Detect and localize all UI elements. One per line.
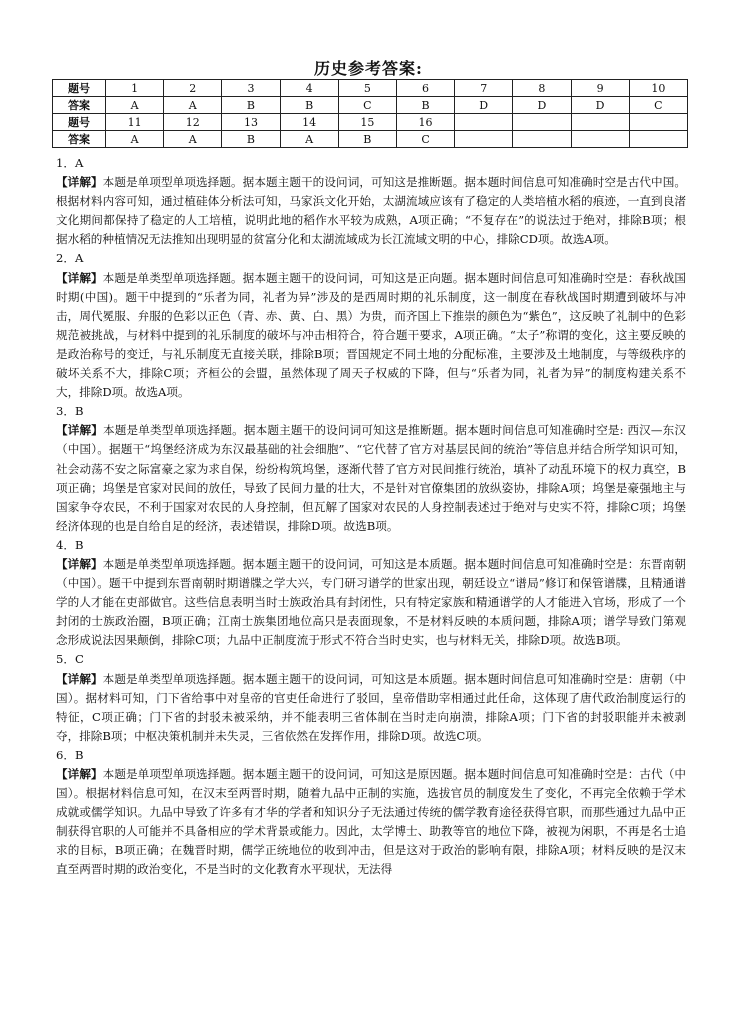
row-header-answer: 答案 [53,131,106,148]
question-number-cell: 14 [280,114,338,131]
question-number-cell: 7 [455,80,513,97]
question-number-cell: 5 [338,80,396,97]
question-answer-heading: 5．C [56,652,84,667]
explanation-text: 本题是单类型单项选择题。据本题主题干的设问词可知这是推断题。据本题时间信息可知准确时空是: 西汉—东汉（中国）。据题干“坞堡经济成为东汉最基础的社会细胞”、“它代替了官方对基层民间的统治”等信息并结合所学知识可知，社会动荡不安之际富豪之家为求自保，纷纷构筑坞堡，逐渐代替了官方对民间推行统治，填补了动乱环境下的权力真空，B项正确；坞堡是官家对民间的放任，导致了民间力量的壮大，不是针对官僚集团的放纵姿协，排除A项；坞堡是豪强地主与国家争夺农民，不利于国家对农民的人身控制，但瓦解了国家对农民的人身控制表述过于绝对与史实不符，排除C项；坞堡经济体现的也是自给自足的经济，表述错误，排除D项。故选B项。 [56,423,686,533]
answer-cell [455,131,513,148]
answer-cell [571,131,629,148]
question-number-cell: 9 [571,80,629,97]
question-answer-heading: 2．A [56,251,84,266]
answer-cell [513,131,571,148]
explanation-paragraph [56,765,686,880]
detail-tag: 【详解】 [56,556,103,571]
answer-cell: A [164,97,222,114]
explanation-text: 本题是单项型单项选择题。据本题主题干的设问词，可知这是推断题。据本题时间信息可知准确时空是古代中国。根据材料内容可知，通过植硅体分析法可知，马家浜文化开始，太湖流域应该有了稳定的人类培植水稻的痕迹，一直到良渚文化期间都保持了稳定的人工培植，说明此地的稻作水平较为成熟，A项正确；“不复存在”的说法过于绝对，排除B项；根据水稻的种植情况无法推知出现明显的贫富分化和太湖流域成为长江流域文明的中心，排除CD项。故选A项。 [56,175,686,247]
question-number-cell [455,114,513,131]
detail-tag: 【详解】 [56,767,103,781]
answer-cell: D [571,97,629,114]
answer-row [53,97,688,114]
answer-cell: D [513,97,571,114]
question-answer-heading: 1．A [56,156,84,170]
detail-tag: 【详解】 [56,423,103,438]
explanation-text: 本题是单项型单项选择题。据本题主题干的设问词，可知这是原因题。据本题时间信息可知准确时空是：古代（中国）。根据材料信息可知，在汉末至两晋时期，随着九品中正制的实施，选拔官员的制度发生了变化，不再完全依赖于学术成就或儒学知识。九品中导致了许多有才华的学者和知识分子无法通过传统的儒学教育途径获得官职，而那些通过九品中正制获得官职的人可能并不具备相应的学术背景或能力。因此，太学博士、助教等官的地位下降，被视为闲职，不再是名士追求的目标，B项正确；在魏晋时期，儒学正统地位的收到冲击，但是这对于政治的影响有限，排除A项；材料反映的是汉末直至两晋时期的政治变化，不是当时的文化教育水平现状，无法得 [56,767,686,877]
question-number-cell: 1 [106,80,164,97]
answer-cell: B [280,97,338,114]
answer-cell: C [396,131,454,148]
answer-explanation [56,402,686,536]
answer-cell: B [222,131,280,148]
answer-explanation [56,154,686,249]
question-number-cell: 8 [513,80,571,97]
detail-tag: 【详解】 [56,270,103,285]
answer-row [53,131,688,148]
question-number-row [53,80,688,97]
explanation-text: 本题是单类型单项选择题。据本题主题干的设问词，可知这是正向题。据本题时间信息可知准确时空是：春秋战国时期(中国)。题干中提到的“乐者为同，礼者为异”涉及的是西周时期的礼乐制度，这一制度在春秋战国时期遭到破坏与冲击，周代冕服、弁服的色彩以正色（青、赤、黄、白、黑）为贵，而齐国上下推崇的颜色为“紫色”，这反映了礼制中的色彩规范被挑战，与材料中提到的礼乐制度的破坏与冲击相符合，符合题干要求，A项正确。“太子”称谓的变化，这主要反映的是政治称号的变迁，与礼乐制度无直接关联，排除B项；晋国规定不同土地的分配标准，主要涉及土地制度，与等级秩序的破坏关系不大，排除C项；齐桓公的会盟，虽然体现了周天子权威的下降，但与“乐者为同，礼者为异”的制度构建关系不大，排除D项。故选A项。 [56,270,686,400]
explanation-paragraph [56,269,686,403]
answer-explanation [56,249,686,402]
answer-explanation [56,650,686,745]
explanations [56,154,686,880]
question-number-cell: 6 [396,80,454,97]
question-number-cell: 13 [222,114,280,131]
row-header-number: 题号 [53,80,106,97]
answer-cell: A [164,131,222,148]
question-number-cell: 16 [396,114,454,131]
question-number-cell: 12 [164,114,222,131]
question-number-cell: 3 [222,80,280,97]
answer-cell: A [106,97,164,114]
question-number-cell: 10 [629,80,687,97]
question-number-cell [513,114,571,131]
question-answer-heading: 4．B [56,537,84,552]
answer-table [52,79,688,148]
question-answer-heading: 3．B [56,404,84,419]
row-header-number: 题号 [53,114,106,131]
detail-tag: 【详解】 [56,175,103,190]
question-number-cell [571,114,629,131]
explanation-text: 本题是单类型单项选择题。据本题主题干的设问词，可知这是本质题。据本题时间信息可知准确时空是：东晋南朝（中国）。题干中提到东晋南朝时期谱牒之学大兴，专门研习谱学的世家出现，朝廷设立“谱局”修订和保管谱牒，且精通谱学的人才能在吏部做官。这些信息表明当时士族政治具有封闭性，只有特定家族和精通谱学的人才能进入官场，形成了一个封闭的士族政治圈，B项正确；江南士族集团地位高只是表面现象，不是材料反映的本质问题，排除A项；谱学导致门第观念形成说法因果颠倒，排除C项；九品中正制度流于形式不符合当时史实，也与材料无关，排除D项。故选B项。 [56,556,686,648]
answer-explanation [56,746,686,880]
answer-explanation [56,536,686,651]
explanation-paragraph [56,555,686,650]
explanation-paragraph [56,421,686,536]
page-title: 历史参考答案: [314,59,423,78]
answer-cell: B [338,131,396,148]
explanation-paragraph [56,173,686,249]
question-number-cell: 4 [280,80,338,97]
question-answer-heading: 6．B [56,747,84,762]
question-number-cell: 2 [164,80,222,97]
question-number-cell [629,114,687,131]
answer-cell: B [222,97,280,114]
answer-cell: C [338,97,396,114]
explanation-text: 本题是单类型单项选择题。据本题主题干的设问词，可知这是本质题。据本题时间信息可知准确时空是：唐朝（中国）。据材料可知，门下省给事中对皇帝的官吏任命进行了驳回，皇帝借助宰相通过此任命，这体现了唐代政治制度运行的特征，C项正确；门下省的封驳未被采纳，并不能表明三省体制在当时走向崩溃，排除A项；门下省的封驳职能并未被剥夺，排除B项；中枢决策机制并未失灵，三省依然在发挥作用，排除D项。故选C项。 [56,671,686,743]
answer-cell: A [106,131,164,148]
answer-cell: D [455,97,513,114]
answer-cell: C [629,97,687,114]
question-number-cell: 11 [106,114,164,131]
answer-cell [629,131,687,148]
detail-tag: 【详解】 [56,671,103,686]
question-number-cell: 15 [338,114,396,131]
question-number-row [53,114,688,131]
answer-cell: A [280,131,338,148]
explanation-paragraph [56,670,686,746]
answer-cell: B [396,97,454,114]
row-header-answer: 答案 [53,97,106,114]
